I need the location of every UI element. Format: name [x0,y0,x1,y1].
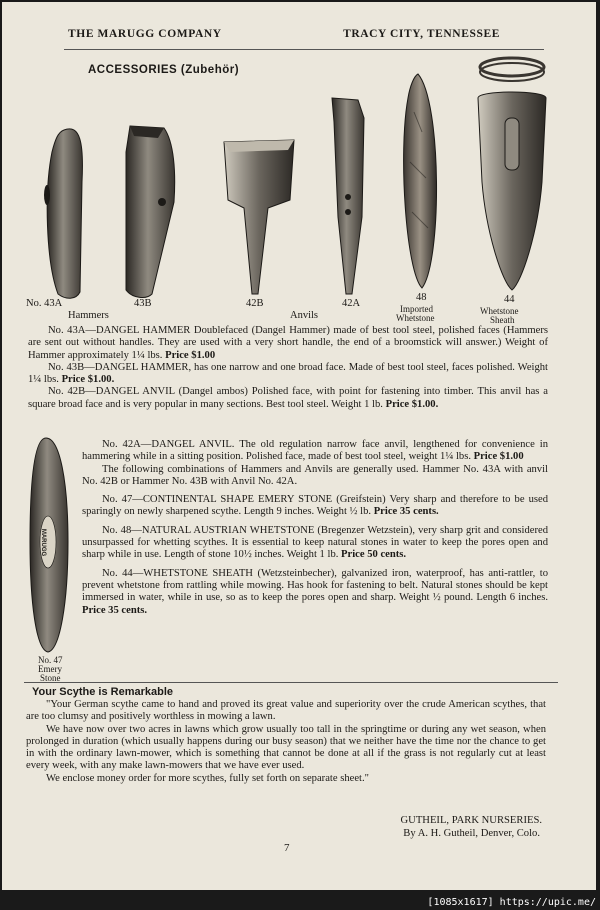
emery-stone-brand-label: MARUGG [40,528,47,557]
item-43a: No. 43A—DANGEL HAMMER Doublefaced (Dangel Hammer) made of best tool steel, polished faces (Hammers are sent out without handles. They are used with a very short handle, the end of a broomstick will answer.) Weight of Hammer approximately 1¼ lbs. Price $1.00 [28,325,549,361]
testimonial-paragraph: We have now over two acres in lawns which grow usually too tall in the springtime or during any wet season, when prolonged in duration (which usually happens during our busy season) that we neither have the time nor the chance to get in with the ordinary lawn-mower, which is something that cannot be done at all if the grass is not regularly cut at least every week, with any make lawn-mowers that we have ever used. [26,723,546,772]
section-title: ACCESSORIES (Zubehör) [88,64,240,76]
hammer-43b-illustration [126,126,175,297]
testimonial-signature: GUTHEIL, PARK NURSERIES. [400,815,542,826]
label-hammers: Hammers [68,310,109,321]
testimonial-paragraph: "Your German scythe came to hand and proved its great value and superiority over the crude American scythes, that are too clumsy and positively worthless in mowing a lawn. [26,699,546,723]
label-whetstone-sheath-1: Whetstone [480,306,519,316]
testimonial-signature-by: By A. H. Gutheil, Denver, Colo. [403,828,540,839]
whetstone-48-illustration [404,74,437,288]
testimonial-paragraph: We enclose money order for more scythes, fully set forth on separate sheet." [46,772,369,784]
label-43b: 43B [134,298,152,309]
emery-stone-47-illustration [30,438,68,652]
anvil-42b-illustration [224,140,294,294]
label-44: 44 [504,294,515,305]
item-combinations: The following combinations of Hammers and Anvils are generally used. Hammer No. 43A with anvil No. 42B or Hammer No. 43B with Anvil No. 42A. [82,463,548,487]
page-number: 7 [284,842,290,854]
label-whetstone: Whetstone [396,313,435,323]
item-42b: No. 42B—DANGEL ANVIL (Dangel ambos) Polished face, with point for fastening into timber. This anvil has a square broad face and is very popular in many sections. Best tool steel. Weight 1 lb. Price $1.00. [28,386,548,410]
testimonial-body [26,699,546,785]
company-location: TRACY CITY, TENNESSEE [343,28,500,40]
label-47: No. 47 [38,655,63,665]
descriptions-top [28,325,548,411]
hammer-43a-illustration [44,129,82,298]
label-42a: 42A [342,298,361,309]
item-48: No. 48—NATURAL AUSTRIAN WHETSTONE (Bregenzer Wetzstein), very sharp grit and considered unsurpassed for whetting scythes. It is essential to keep natural stones in water to keep the pores open and sharp while in use. Length of stone 10½ inches. Weight 1 lb. Price 50 cents. [82,524,548,561]
company-name: THE MARUGG COMPANY [68,28,222,40]
label-48: 48 [416,292,427,303]
item-42a: No. 42A—DANGEL ANVIL. The old regulation narrow face anvil, lengthened for convenience in hammering while in a sitting position. Polished face, made of best tool steel, weight 1¼ lbs. Price $1.00 [82,439,548,463]
label-anvils: Anvils [290,310,319,321]
label-stone: Stone [40,673,61,683]
label-43a: No. 43A [26,298,63,309]
anvil-42a-illustration [332,98,364,294]
item-47: No. 47—CONTINENTAL SHAPE EMERY STONE (Greifstein) Very sharp and therefore to be used sparingly on newly sharpened scythe. Length 9 inches. Weight ½ lb. Price 35 cents. [82,494,549,518]
catalog-page [2,2,596,890]
image-watermark: [1085x1617] https://upic.me/ [427,897,596,908]
label-imported: Imported [400,304,433,314]
whetstone-sheath-44-illustration [478,58,546,290]
testimonial-rule [24,682,558,683]
testimonial-title: Your Scythe is Remarkable [32,686,174,698]
item-43b: No. 43B—DANGEL HAMMER, has one narrow and one broad face. Made of best tool steel, faces polished. Weight 1¼ lbs. Price $1.00. [28,361,548,386]
item-44: No. 44—WHETSTONE SHEATH (Wetzsteinbecher), galvanized iron, waterproof, has anti-rattler, to prevent whetstone from rattling while mowing. Has hook for fastening to belt. Natural stones should be kept immersed in water, while in use, so as to keep the pores open and sharp. Weight ½ pound. Length 6 inches. Price 35 cents. [82,567,549,616]
label-emery: Emery [38,664,62,674]
label-42b: 42B [246,298,264,309]
descriptions-right [82,439,548,617]
label-whetstone-sheath-2: Sheath [490,315,515,325]
